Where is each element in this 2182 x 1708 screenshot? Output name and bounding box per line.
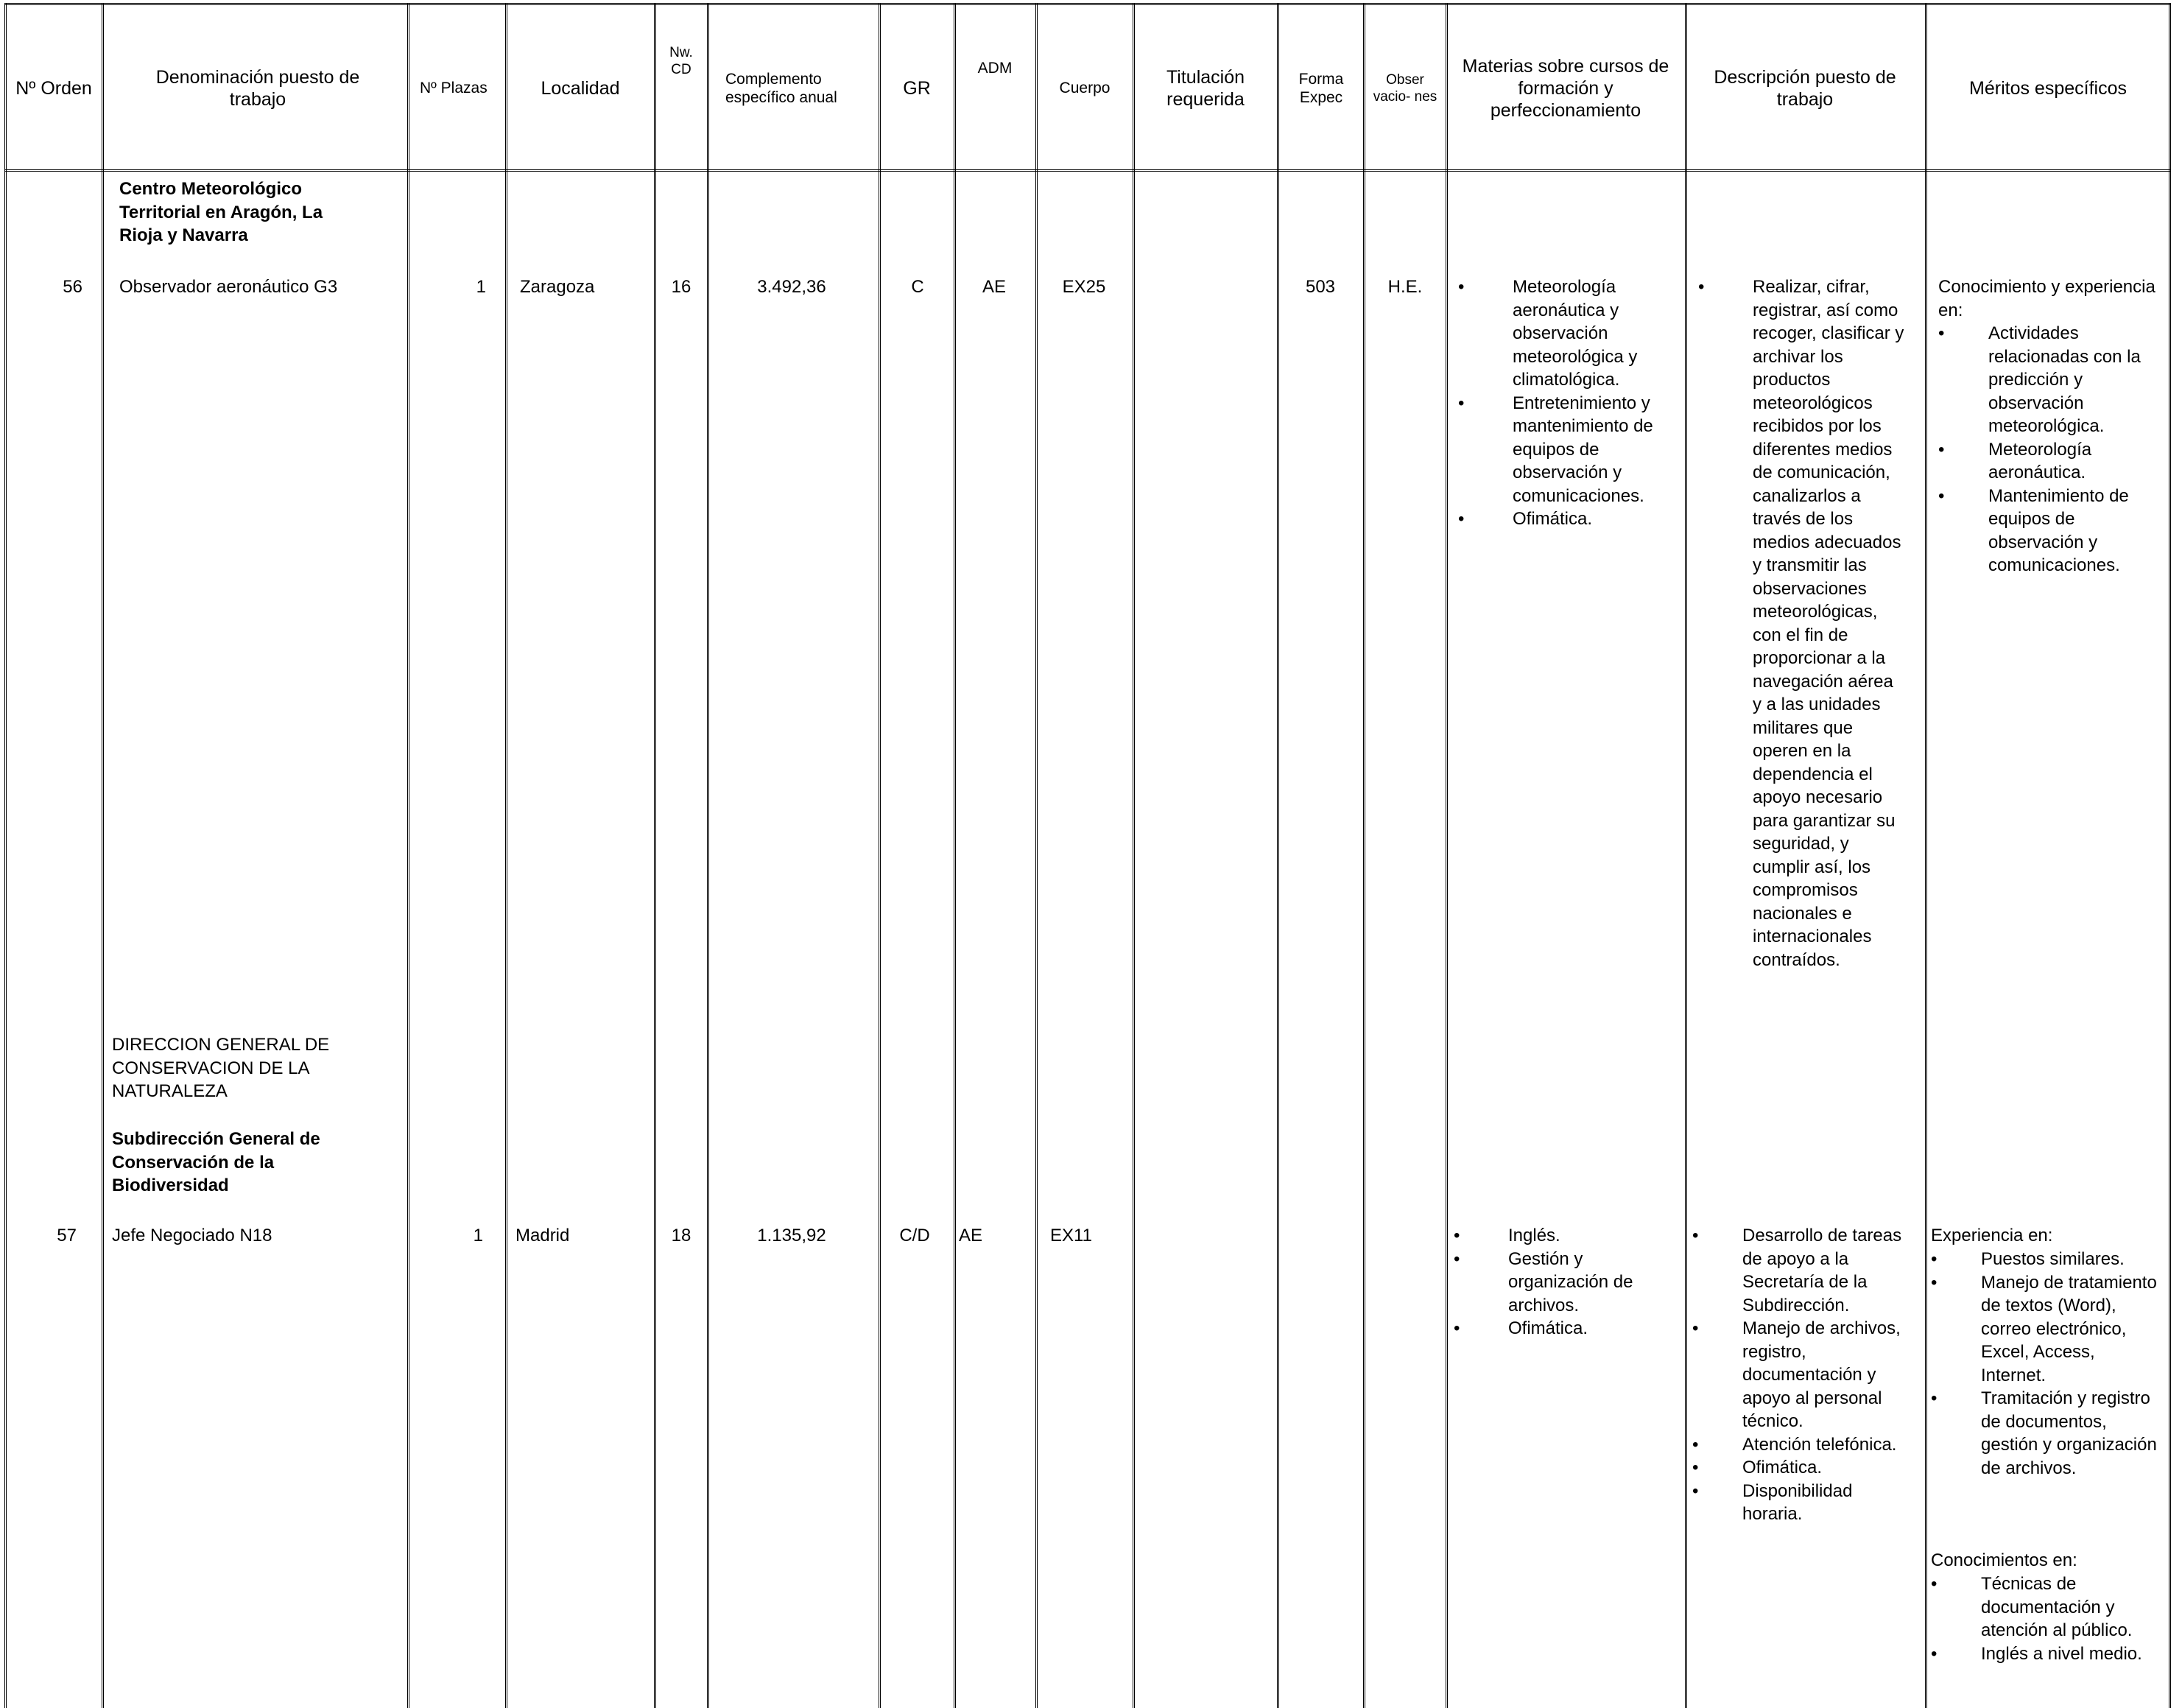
- row-denominacion: Jefe Negociado N18: [112, 1226, 272, 1245]
- header-denominacion: Denominación puesto de trabajo: [155, 66, 360, 110]
- list-item: • Disponibilidad horaria.: [1692, 1480, 1903, 1526]
- header-orden: Nº Orden: [15, 77, 92, 99]
- column-rule: [4, 3, 7, 1708]
- list-item: • Ofimática.: [1454, 1317, 1675, 1340]
- column-rule: [654, 3, 656, 1708]
- column-rule: [1446, 3, 1448, 1708]
- row-denominacion: Observador aeronáutico G3: [119, 277, 338, 297]
- list-item: • Puestos similares.: [1931, 1248, 2161, 1271]
- row-forma: 503: [1305, 277, 1336, 297]
- row-materias-list: [1458, 275, 1672, 531]
- row-complemento: 1.135,92: [757, 1226, 826, 1245]
- header-titulacion: Titulación requerida: [1166, 66, 1245, 110]
- column-rule: [505, 3, 507, 1708]
- column-rule: [1277, 3, 1279, 1708]
- list-item: • Atención telefónica.: [1692, 1433, 1903, 1457]
- header-complemento: Complemento específico anual: [725, 70, 837, 106]
- row-cuerpo: EX11: [1050, 1226, 1092, 1245]
- list-item: • Meteorología aeronáutica.: [1938, 438, 2159, 485]
- row-orden: 57: [57, 1226, 77, 1245]
- header-localidad: Localidad: [541, 77, 620, 99]
- column-rule: [1035, 3, 1038, 1708]
- list-item: • Gestión y organización de archivos.: [1454, 1248, 1675, 1318]
- section-title: Centro Meteorológico Territorial en Aragón, La Rioja y Navarra: [119, 179, 323, 245]
- list-item: • Tramitación y registro de documentos, gestión y organización de archivos.: [1931, 1387, 2161, 1480]
- header-meritos: Méritos específicos: [1969, 77, 2127, 99]
- header-gr: GR: [903, 77, 931, 99]
- section-title: Subdirección General de Conservación de la Biodiversidad: [112, 1129, 320, 1195]
- column-rule: [2169, 3, 2171, 1708]
- list-item: • Manejo de archivos, registro, documentación y apoyo al personal técnico.: [1692, 1317, 1903, 1433]
- row-nivel: 16: [671, 277, 691, 297]
- row-meritos-intro: Conocimiento y experiencia en:: [1938, 277, 2155, 320]
- column-rule: [879, 3, 881, 1708]
- table-top-rule: [4, 3, 2171, 5]
- header-adm: ADM: [977, 60, 1013, 77]
- row-meritos-list: [1938, 322, 2159, 577]
- column-rule: [1925, 3, 1927, 1708]
- column-rule: [954, 3, 956, 1708]
- row-nivel: 18: [671, 1226, 691, 1245]
- header-materias: Materias sobre cursos de formación y perfeccionamiento: [1462, 55, 1669, 121]
- row-meritos-intro-2: Conocimientos en:: [1931, 1550, 2077, 1570]
- row-adm: AE: [982, 277, 1006, 297]
- direccion-title: DIRECCION GENERAL DE CONSERVACION DE LA NATURALEZA: [112, 1035, 330, 1101]
- row-localidad: Zaragoza: [520, 277, 595, 297]
- row-gr: C/D: [899, 1226, 930, 1245]
- row-localidad: Madrid: [515, 1226, 570, 1245]
- row-gr: C: [911, 277, 924, 297]
- column-rule: [102, 3, 104, 1708]
- row-complemento: 3.492,36: [757, 277, 826, 297]
- header-cuerpo: Cuerpo: [1059, 80, 1111, 96]
- column-rule: [1685, 3, 1687, 1708]
- row-descripcion-list: [1692, 1224, 1903, 1526]
- list-item: • Inglés a nivel medio.: [1931, 1642, 2161, 1666]
- header-plazas: Nº Plazas: [420, 80, 488, 96]
- row-plazas: 1: [473, 1226, 483, 1245]
- list-item: • Entretenimiento y mantenimiento de equipos de observación y comunicaciones.: [1458, 392, 1672, 508]
- row-observaciones: H.E.: [1387, 277, 1423, 297]
- list-item: • Realizar, cifrar, registrar, así como recoger, clasificar y archivar los productos meteorológicos recibidos por los diferentes medios de comunicación, canalizarlos a través de los medios adecuados y transmitir las observaciones meteorológicas, con el fin de proporcionar a la navegación aérea y a las unidades militares que operen en la dependencia el apoyo necesario para garantizar su seguridad, y cumplir así, los compromisos nacionales e internacionales contraídos.: [1698, 275, 1904, 971]
- header-bottom-rule: [4, 169, 2171, 172]
- list-item: • Ofimática.: [1692, 1456, 1903, 1480]
- row-meritos-list: [1931, 1248, 2161, 1480]
- list-item: • Mantenimiento de equipos de observación y comunicaciones.: [1938, 485, 2159, 577]
- list-item: • Inglés.: [1454, 1224, 1675, 1248]
- row-meritos-intro: Experiencia en:: [1931, 1226, 2053, 1245]
- list-item: • Meteorología aeronáutica y observación meteorológica y climatológica.: [1458, 275, 1672, 392]
- column-rule: [1363, 3, 1365, 1708]
- column-rule: [1133, 3, 1135, 1708]
- row-descripcion-list: [1698, 275, 1904, 971]
- row-cuerpo: EX25: [1062, 277, 1106, 297]
- row-plazas: 1: [476, 277, 486, 297]
- column-rule: [407, 3, 409, 1708]
- header-descripcion: Descripción puesto de trabajo: [1714, 66, 1896, 110]
- list-item: • Ofimática.: [1458, 507, 1672, 531]
- list-item: • Desarrollo de tareas de apoyo a la Secretaría de la Subdirección.: [1692, 1224, 1903, 1317]
- row-materias-list: [1454, 1224, 1675, 1340]
- row-adm: AE: [959, 1226, 983, 1245]
- header-observaciones: Obser vacio- nes: [1373, 71, 1437, 105]
- header-forma: Forma Expec: [1298, 70, 1344, 106]
- row-meritos-list-2: [1931, 1572, 2161, 1665]
- list-item: • Técnicas de documentación y atención al público.: [1931, 1572, 2161, 1642]
- row-orden: 56: [63, 277, 82, 297]
- list-item: • Manejo de tratamiento de textos (Word), correo electrónico, Excel, Access, Internet.: [1931, 1271, 2161, 1388]
- column-rule: [707, 3, 709, 1708]
- header-nivel: Nw. CD: [669, 45, 693, 77]
- list-item: • Actividades relacionadas con la predicción y observación meteorológica.: [1938, 322, 2159, 438]
